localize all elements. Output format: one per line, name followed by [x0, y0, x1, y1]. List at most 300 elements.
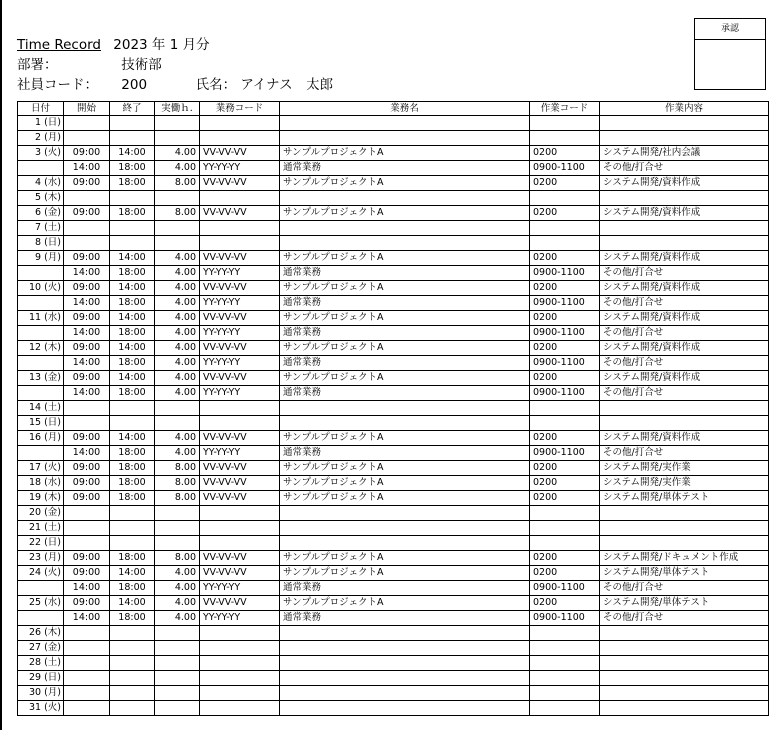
- row-end: 14:00: [110, 281, 155, 296]
- row-date: 7 (土): [18, 221, 64, 236]
- row-work-desc: システム開発/単体テスト: [600, 491, 769, 506]
- row-task-name: 通常業務: [280, 161, 530, 176]
- col-header-task-name: 業務名: [280, 102, 530, 116]
- row-end: [110, 236, 155, 251]
- row-hours: [155, 701, 200, 716]
- row-hours: 4.00: [155, 431, 200, 446]
- row-work-code: [530, 686, 600, 701]
- row-start: 09:00: [64, 251, 110, 266]
- row-date: [18, 581, 64, 596]
- row-work-desc: システム開発/実作業: [600, 476, 769, 491]
- table-row: [18, 236, 769, 251]
- row-date: 12 (木): [18, 341, 64, 356]
- row-hours: [155, 536, 200, 551]
- employee-name-label: 氏名：: [195, 77, 237, 93]
- row-end: [110, 416, 155, 431]
- row-end: 14:00: [110, 431, 155, 446]
- row-date: 5 (木): [18, 191, 64, 206]
- row-date: 8 (日): [18, 236, 64, 251]
- row-work-desc: システム開発/資料作成: [600, 311, 769, 326]
- row-task-code: [200, 701, 280, 716]
- row-task-code: [200, 131, 280, 146]
- row-task-code: [200, 416, 280, 431]
- row-start: 09:00: [64, 311, 110, 326]
- row-task-name: [280, 641, 530, 656]
- row-end: [110, 521, 155, 536]
- row-date: 11 (水): [18, 311, 64, 326]
- row-end: [110, 686, 155, 701]
- row-hours: 8.00: [155, 491, 200, 506]
- row-end: 18:00: [110, 266, 155, 281]
- row-task-name: 通常業務: [280, 356, 530, 371]
- row-task-code: VV-VV-VV: [200, 146, 280, 161]
- row-work-code: [530, 131, 600, 146]
- row-work-desc: [600, 506, 769, 521]
- row-end: 14:00: [110, 341, 155, 356]
- row-end: 18:00: [110, 446, 155, 461]
- table-row: [18, 521, 769, 536]
- dept-line: [17, 53, 162, 73]
- row-end: [110, 626, 155, 641]
- row-date: 17 (火): [18, 461, 64, 476]
- row-task-name: [280, 626, 530, 641]
- row-end: 18:00: [110, 476, 155, 491]
- row-work-code: 0900-1100: [530, 611, 600, 626]
- row-start: 14:00: [64, 446, 110, 461]
- row-hours: [155, 401, 200, 416]
- row-work-desc: システム開発/資料作成: [600, 281, 769, 296]
- table-row: [18, 206, 769, 221]
- row-work-code: [530, 656, 600, 671]
- page-left-border: [0, 0, 2, 730]
- row-end: 18:00: [110, 611, 155, 626]
- row-work-code: [530, 521, 600, 536]
- row-hours: 4.00: [155, 326, 200, 341]
- row-hours: [155, 221, 200, 236]
- row-work-desc: システム開発/資料作成: [600, 431, 769, 446]
- row-start: 14:00: [64, 581, 110, 596]
- row-date: [18, 266, 64, 281]
- row-start: 09:00: [64, 596, 110, 611]
- col-header-date: 日付: [18, 102, 64, 116]
- table-row: [18, 191, 769, 206]
- row-task-name: サンプルプロジェクトA: [280, 311, 530, 326]
- col-header-end: 終了: [110, 102, 155, 116]
- row-work-code: 0200: [530, 476, 600, 491]
- row-work-code: 0200: [530, 551, 600, 566]
- row-start: [64, 521, 110, 536]
- row-work-desc: [600, 671, 769, 686]
- row-work-code: 0900-1100: [530, 296, 600, 311]
- row-work-code: 0200: [530, 206, 600, 221]
- row-end: 18:00: [110, 581, 155, 596]
- row-date: 3 (火): [18, 146, 64, 161]
- row-date: 30 (月): [18, 686, 64, 701]
- row-start: 14:00: [64, 266, 110, 281]
- row-work-code: 0200: [530, 176, 600, 191]
- row-hours: 4.00: [155, 251, 200, 266]
- row-task-name: サンプルプロジェクトA: [280, 491, 530, 506]
- row-task-name: 通常業務: [280, 611, 530, 626]
- row-work-code: [530, 641, 600, 656]
- row-task-code: VV-VV-VV: [200, 206, 280, 221]
- table-row: [18, 401, 769, 416]
- row-end: 18:00: [110, 326, 155, 341]
- row-work-desc: システム開発/実作業: [600, 461, 769, 476]
- row-task-code: VV-VV-VV: [200, 371, 280, 386]
- row-task-name: [280, 521, 530, 536]
- row-work-code: 0200: [530, 461, 600, 476]
- row-task-code: [200, 521, 280, 536]
- row-task-code: [200, 191, 280, 206]
- row-hours: [155, 416, 200, 431]
- row-work-code: 0200: [530, 491, 600, 506]
- row-end: 18:00: [110, 491, 155, 506]
- row-end: [110, 671, 155, 686]
- row-hours: [155, 191, 200, 206]
- row-start: 14:00: [64, 386, 110, 401]
- table-row: [18, 536, 769, 551]
- row-work-code: 0900-1100: [530, 446, 600, 461]
- row-date: 28 (土): [18, 656, 64, 671]
- row-hours: 8.00: [155, 176, 200, 191]
- approval-label: 承認: [695, 19, 765, 40]
- row-date: 16 (月): [18, 431, 64, 446]
- row-task-name: 通常業務: [280, 581, 530, 596]
- row-date: 18 (水): [18, 476, 64, 491]
- col-header-work-desc: 作業内容: [600, 102, 769, 116]
- row-task-code: YY-YY-YY: [200, 386, 280, 401]
- row-end: 14:00: [110, 596, 155, 611]
- row-start: 14:00: [64, 161, 110, 176]
- row-date: 1 (日): [18, 116, 64, 131]
- row-date: [18, 326, 64, 341]
- row-work-code: [530, 506, 600, 521]
- row-work-code: 0200: [530, 566, 600, 581]
- row-start: [64, 626, 110, 641]
- approval-box: [694, 18, 766, 90]
- row-date: 29 (日): [18, 671, 64, 686]
- row-end: 18:00: [110, 161, 155, 176]
- row-start: 14:00: [64, 326, 110, 341]
- row-end: 14:00: [110, 251, 155, 266]
- row-task-name: 通常業務: [280, 296, 530, 311]
- row-hours: 4.00: [155, 341, 200, 356]
- dept-value: 技術部: [121, 57, 162, 73]
- row-end: 18:00: [110, 461, 155, 476]
- row-end: 18:00: [110, 356, 155, 371]
- table-row: [18, 221, 769, 236]
- row-work-code: [530, 191, 600, 206]
- row-date: 20 (金): [18, 506, 64, 521]
- row-start: 09:00: [64, 476, 110, 491]
- row-work-desc: システム開発/資料作成: [600, 176, 769, 191]
- row-work-code: 0200: [530, 341, 600, 356]
- row-work-code: [530, 536, 600, 551]
- row-hours: 8.00: [155, 551, 200, 566]
- row-task-code: YY-YY-YY: [200, 296, 280, 311]
- row-date: 25 (水): [18, 596, 64, 611]
- row-task-name: [280, 221, 530, 236]
- col-header-hours: 実働ｈ.: [155, 102, 200, 116]
- row-start: [64, 536, 110, 551]
- row-task-code: [200, 221, 280, 236]
- row-task-name: サンプルプロジェクトA: [280, 476, 530, 491]
- row-date: 9 (月): [18, 251, 64, 266]
- row-date: 6 (金): [18, 206, 64, 221]
- row-end: 18:00: [110, 296, 155, 311]
- row-date: 21 (土): [18, 521, 64, 536]
- row-end: [110, 701, 155, 716]
- row-task-name: [280, 401, 530, 416]
- row-task-name: サンプルプロジェクトA: [280, 461, 530, 476]
- row-start: [64, 131, 110, 146]
- row-end: [110, 131, 155, 146]
- row-task-code: VV-VV-VV: [200, 281, 280, 296]
- row-task-code: VV-VV-VV: [200, 176, 280, 191]
- row-work-desc: その他/打合せ: [600, 326, 769, 341]
- table-row: [18, 146, 769, 161]
- table-row: [18, 446, 769, 461]
- table-row: [18, 281, 769, 296]
- row-hours: [155, 626, 200, 641]
- row-start: 09:00: [64, 461, 110, 476]
- row-task-name: [280, 686, 530, 701]
- row-date: [18, 356, 64, 371]
- employee-code-value: 200: [121, 77, 148, 93]
- row-task-code: VV-VV-VV: [200, 551, 280, 566]
- row-date: 22 (日): [18, 536, 64, 551]
- col-header-work-code: 作業コード: [530, 102, 600, 116]
- row-work-desc: システム開発/資料作成: [600, 251, 769, 266]
- row-task-code: [200, 116, 280, 131]
- row-work-code: [530, 416, 600, 431]
- row-work-code: [530, 236, 600, 251]
- table-row: [18, 581, 769, 596]
- employee-name-value: アイナス 太郎: [240, 77, 334, 93]
- row-task-name: サンプルプロジェクトA: [280, 251, 530, 266]
- period: 2023 年 1 月分: [113, 37, 210, 53]
- row-end: [110, 506, 155, 521]
- row-task-code: YY-YY-YY: [200, 326, 280, 341]
- row-end: 14:00: [110, 311, 155, 326]
- row-work-desc: システム開発/単体テスト: [600, 596, 769, 611]
- row-task-code: [200, 401, 280, 416]
- row-start: 14:00: [64, 611, 110, 626]
- row-hours: 4.00: [155, 611, 200, 626]
- row-end: 18:00: [110, 206, 155, 221]
- table-row: [18, 431, 769, 446]
- row-hours: 4.00: [155, 356, 200, 371]
- row-work-desc: [600, 656, 769, 671]
- row-end: 14:00: [110, 371, 155, 386]
- row-hours: 4.00: [155, 371, 200, 386]
- row-start: [64, 641, 110, 656]
- row-hours: [155, 641, 200, 656]
- row-task-code: VV-VV-VV: [200, 566, 280, 581]
- row-work-desc: [600, 221, 769, 236]
- row-hours: [155, 686, 200, 701]
- row-task-code: YY-YY-YY: [200, 446, 280, 461]
- table-row: [18, 161, 769, 176]
- row-task-code: [200, 236, 280, 251]
- row-date: 10 (火): [18, 281, 64, 296]
- table-row: [18, 416, 769, 431]
- row-task-code: [200, 506, 280, 521]
- row-start: [64, 416, 110, 431]
- row-date: [18, 161, 64, 176]
- row-end: [110, 221, 155, 236]
- row-hours: [155, 236, 200, 251]
- table-row: [18, 296, 769, 311]
- row-work-code: 0200: [530, 431, 600, 446]
- table-row: [18, 656, 769, 671]
- dept-label: 部署：: [17, 57, 58, 73]
- row-end: [110, 191, 155, 206]
- row-task-name: サンプルプロジェクトA: [280, 206, 530, 221]
- row-work-code: 0200: [530, 371, 600, 386]
- row-start: 09:00: [64, 491, 110, 506]
- row-task-name: サンプルプロジェクトA: [280, 566, 530, 581]
- row-work-code: [530, 401, 600, 416]
- row-work-desc: システム開発/資料作成: [600, 206, 769, 221]
- row-task-code: YY-YY-YY: [200, 581, 280, 596]
- row-work-code: [530, 701, 600, 716]
- row-task-code: VV-VV-VV: [200, 251, 280, 266]
- row-work-code: 0200: [530, 146, 600, 161]
- row-task-name: サンプルプロジェクトA: [280, 176, 530, 191]
- row-work-desc: [600, 131, 769, 146]
- row-date: 4 (水): [18, 176, 64, 191]
- row-work-desc: その他/打合せ: [600, 446, 769, 461]
- row-start: 09:00: [64, 431, 110, 446]
- row-task-code: [200, 626, 280, 641]
- row-start: 09:00: [64, 566, 110, 581]
- table-row: [18, 551, 769, 566]
- table-row: [18, 641, 769, 656]
- row-hours: 4.00: [155, 161, 200, 176]
- row-task-name: [280, 236, 530, 251]
- row-hours: [155, 506, 200, 521]
- row-end: [110, 641, 155, 656]
- row-work-code: [530, 221, 600, 236]
- row-work-code: [530, 626, 600, 641]
- row-hours: 4.00: [155, 281, 200, 296]
- row-date: 24 (火): [18, 566, 64, 581]
- row-start: 14:00: [64, 356, 110, 371]
- row-work-desc: システム開発/資料作成: [600, 371, 769, 386]
- row-work-desc: システム開発/社内会議: [600, 146, 769, 161]
- row-work-desc: [600, 236, 769, 251]
- table-row: [18, 371, 769, 386]
- table-row: [18, 311, 769, 326]
- row-hours: [155, 131, 200, 146]
- table-row: [18, 356, 769, 371]
- row-start: [64, 401, 110, 416]
- row-work-code: 0900-1100: [530, 386, 600, 401]
- row-task-name: 通常業務: [280, 446, 530, 461]
- row-task-code: YY-YY-YY: [200, 611, 280, 626]
- table-row: [18, 626, 769, 641]
- row-date: 31 (火): [18, 701, 64, 716]
- row-task-code: VV-VV-VV: [200, 431, 280, 446]
- row-task-name: サンプルプロジェクトA: [280, 281, 530, 296]
- row-work-desc: [600, 686, 769, 701]
- row-end: [110, 116, 155, 131]
- row-work-code: 0200: [530, 596, 600, 611]
- row-end: 18:00: [110, 551, 155, 566]
- table-row: [18, 476, 769, 491]
- row-work-code: [530, 671, 600, 686]
- row-task-name: [280, 506, 530, 521]
- row-hours: 4.00: [155, 596, 200, 611]
- row-task-code: VV-VV-VV: [200, 491, 280, 506]
- col-header-task-code: 業務コード: [200, 102, 280, 116]
- row-start: 09:00: [64, 146, 110, 161]
- table-row: [18, 176, 769, 191]
- table-row: [18, 611, 769, 626]
- row-start: [64, 656, 110, 671]
- row-start: 09:00: [64, 551, 110, 566]
- row-date: [18, 386, 64, 401]
- table-row: [18, 686, 769, 701]
- row-work-code: 0200: [530, 281, 600, 296]
- row-end: 18:00: [110, 386, 155, 401]
- row-work-code: [530, 116, 600, 131]
- row-date: 14 (土): [18, 401, 64, 416]
- employee-code-label: 社員コード：: [17, 77, 98, 93]
- row-task-code: YY-YY-YY: [200, 356, 280, 371]
- row-work-desc: その他/打合せ: [600, 581, 769, 596]
- row-end: [110, 536, 155, 551]
- title-line: [17, 33, 210, 53]
- row-end: [110, 401, 155, 416]
- table-row: [18, 116, 769, 131]
- row-start: [64, 191, 110, 206]
- row-work-code: 0900-1100: [530, 581, 600, 596]
- row-task-code: [200, 536, 280, 551]
- row-start: 09:00: [64, 371, 110, 386]
- row-work-desc: システム開発/資料作成: [600, 341, 769, 356]
- row-task-name: [280, 701, 530, 716]
- row-hours: 4.00: [155, 581, 200, 596]
- row-task-name: [280, 656, 530, 671]
- table-row: [18, 566, 769, 581]
- row-work-desc: [600, 626, 769, 641]
- row-work-desc: [600, 641, 769, 656]
- row-start: [64, 236, 110, 251]
- table-row: [18, 506, 769, 521]
- row-task-name: [280, 191, 530, 206]
- row-task-name: 通常業務: [280, 326, 530, 341]
- row-task-code: [200, 641, 280, 656]
- row-work-desc: その他/打合せ: [600, 356, 769, 371]
- row-start: [64, 671, 110, 686]
- row-date: 2 (月): [18, 131, 64, 146]
- row-end: 18:00: [110, 176, 155, 191]
- row-work-desc: [600, 701, 769, 716]
- row-hours: 4.00: [155, 446, 200, 461]
- row-task-name: [280, 671, 530, 686]
- row-work-code: 0900-1100: [530, 161, 600, 176]
- row-task-name: サンプルプロジェクトA: [280, 371, 530, 386]
- row-end: 14:00: [110, 146, 155, 161]
- row-hours: [155, 656, 200, 671]
- row-work-code: 0900-1100: [530, 266, 600, 281]
- row-date: 13 (金): [18, 371, 64, 386]
- row-end: [110, 656, 155, 671]
- row-work-code: 0900-1100: [530, 326, 600, 341]
